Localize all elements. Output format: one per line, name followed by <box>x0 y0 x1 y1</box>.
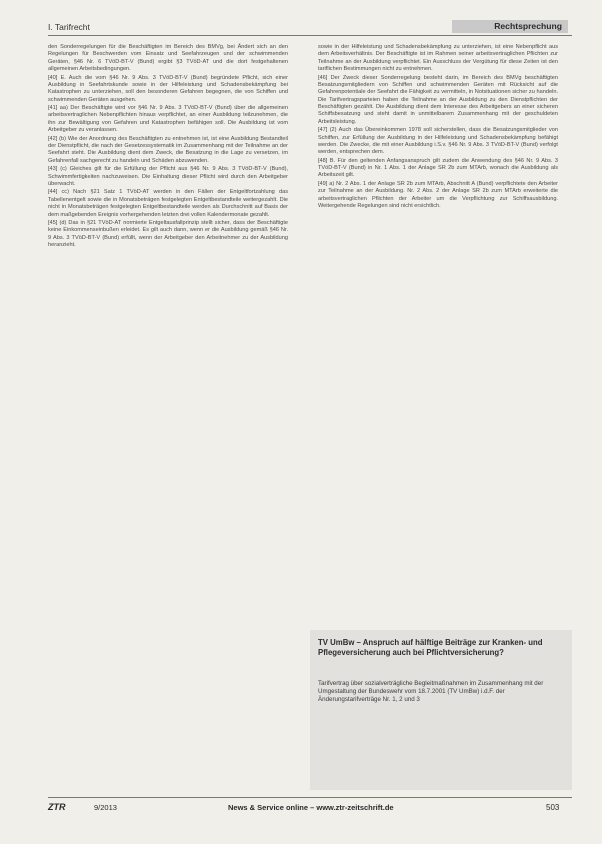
page-number: 503 <box>546 803 560 812</box>
left-column <box>48 44 288 784</box>
right-column <box>318 44 558 634</box>
header-rule <box>48 35 572 36</box>
case-title: TV UmBw – Anspruch auf hälftige Beiträge zur Kranken- und Pflegeversicherung auch bei Pflichtversicherung? <box>318 638 543 657</box>
paragraph: [48] B. Für den geltenden Anfangsanspruch gilt zudem die Anwendung des §46 Nr. 9 Abs. 3 TVöD-BT-V (Bund) in Nr. 1 Abs. 1 der Anlage SR 2b zum MTArb, wonach die Ausbildung als Arbeitszeit gilt. <box>318 157 558 179</box>
journal-logo: ZTR <box>48 802 66 812</box>
issue-number: 9/2013 <box>94 803 117 812</box>
paragraph: [45] (d) Das in §21 TVöD-AT normierte Entgeltausfallprinzip stellt sicher, dass der Beschäftigte keine Einkommenseinbußen erleidet. Es gilt auch dann, wenn er die Ausbildung gemäß §46 Nr. 9 Abs. 3 TVöD-BT-V (Bund) erfüllt, wenn der Arbeitgeber den Arbeitnehmer zu der Ausbildung heranzieht. <box>48 220 288 249</box>
case-box <box>310 630 572 790</box>
section-tab: Rechtsprechung <box>452 20 568 33</box>
section-label: I. Tarifrecht <box>48 22 90 32</box>
footer-rule <box>48 797 572 798</box>
paragraph: [43] (c) Gleiches gilt für die Erfüllung der Pflicht aus §46 Nr. 9 Abs. 3 TVöD-BT-V (Bund), Schwimmfertigkeiten nachzuweisen. Die Einhaltung dieser Pflicht wird durch den Arbeitgeber überwacht. <box>48 166 288 187</box>
case-intro: Tarifvertrag über sozialverträgliche Begleitmaßnahmen im Zusammenhang mit der Umgestaltung der Bundeswehr vom 18.7.2001 (TV UmBw) i.d.F. der Änderungstarifverträge Nr. 1, 2 und 3 <box>318 680 544 703</box>
footer-link[interactable]: News & Service online – www.ztr-zeitschrift.de <box>228 803 394 812</box>
paragraph: den Sonderregelungen für die Beschäftigten im Bereich des BMVg, bei Ändert sich an den Regelungen für Beschwerden vom Einsatz und Seefahrzeugen und der schwimmenden Geräten, §46 Nr. 6 TVöD-BT-V (Bund) ergibt §3 TVöD-AT und die dort festgehaltenen allgemeinen Arbeitsbedingungen. <box>48 44 288 73</box>
paragraph: [46] Der Zweck dieser Sonderregelung besteht darin, im Bereich des BMVg beschäftigten Besatzungsmitgliedern von Schiffen und schwimmenden Geräten mit Rücksicht auf die Gefahrenpotentiale der Seefahrt die Fähigkeit zu vermitteln, in Notsituationen sicher zu handeln. Die Tarifvertragsparteien haben die Teilnahme an der Ausbildung zu den Dienstpflichten der Beschäftigten gezählt. Die Ausbildung dient dem Interesse des Arbeitgebers an einer sicheren Schiffsbesatzung und steht damit in unmittelbarem Zusammenhang mit der geschuldeten Arbeitsleistung. <box>318 74 558 125</box>
paragraph: [47] (2) Auch das Übereinkommen 1978 soll sicherstellen, dass die Besatzungsmitglieder von Schiffen, zur Erfüllung der Ausbildung in der Hilfeleistung und Schadensbekämpfung befähigt werden. Die Zwecke, die mit einer Ausbildung i.S.v. §46 Nr. 9 Abs. 3 TVöD-BT-V (Bund) verfolgt werden, entsprechen dem. <box>318 127 558 156</box>
paragraph: [44] cc) Nach §21 Satz 1 TVöD-AT werden in den Fällen der Entgeltfortzahlung das Tabellenentgelt sowie die in Monatsbeträgen festgelegten Entgeltbestandteile weitergezahlt. Die nicht in Monatsbeträgen festgelegten Entgeltbestandteile werden als Durchschnitt auf Basis der dem maßgebenden Ereignis vorhergehenden letzten drei vollen Kalendermonate gezahlt. <box>48 189 288 218</box>
paragraph: [41] aa) Der Beschäftigte wird vor §46 Nr. 9 Abs. 3 TVöD-BT-V (Bund) über die allgemeinen arbeitsvertraglichen Nebenpflichten hinaus verpflichtet, an einer Ausbildung teilzunehmen, die ihn zur Bewältigung von Gefahren und Katastrophen befähigen soll. Die Ausbildung ist vom Arbeitgeber zu veranlassen. <box>48 105 288 134</box>
paragraph: [49] a) Nr. 2 Abs. 1 der Anlage SR 2b zum MTArb, Abschnitt A (Bund) verpflichtete den Arbeiter zur Teilnahme an der Ausbildung. Nr. 2 Abs. 2 der Anlage SR 2b zum MTArb erweiterte die arbeitsvertraglichen Pflichten der Arbeiter um die Verpflichtung zur Schiffsausbildung. Weitergehende Regelungen sind nicht ersichtlich. <box>318 180 558 209</box>
paragraph: [40] E. Auch die vom §46 Nr. 9 Abs. 3 TVöD-BT-V (Bund) begründete Pflicht, sich einer Ausbildung in Seefahrtskunde sowie in der Hilfeleistung und Schadensbekämpfung bei Katastrophen zu unterziehen, soll den besonderen Gefahren begegnen, die von Schiffen und schwimmenden Geräten ausgehen. <box>48 74 288 103</box>
paragraph: sowie in der Hilfeleistung und Schadensbekämpfung zu unterziehen, ist eine Nebenpflicht aus dem Arbeitsverhältnis. Der Beschäftigte ist im Rahmen seiner arbeitsvertraglichen Pflichten zur Teilnahme an der Ausbildung verpflichtet. Ein Ausschluss der Vergütung für diese Zeiten ist den tariflichen Bestimmungen nicht zu entnehmen. <box>318 44 558 73</box>
paragraph: [42] (b) Wie der Anordnung des Beschäftigten zu entnehmen ist, ist eine Ausbildung Bestandteil der Dienstpflicht, die nach der Gesetzessystematik im Zusammenhang mit der Teilnahme an der Seefahrt steht. Die Ausbildung dient dem Zweck, die Besatzung in die Lage zu versetzen, im Gefahrenfall sachgerecht zu handeln und Schäden abzuwenden. <box>48 135 288 164</box>
